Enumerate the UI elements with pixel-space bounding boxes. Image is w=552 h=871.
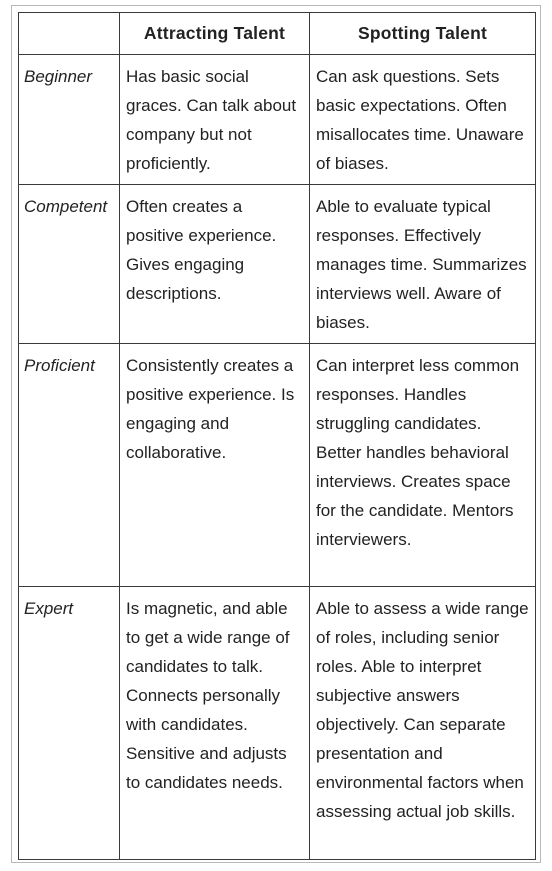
header-spotting-talent: Spotting Talent (310, 13, 536, 55)
spotting-cell: Able to evaluate typical responses. Effectively manages time. Summarizes interviews well. Aware of biases. (310, 185, 536, 344)
table-row (19, 55, 536, 185)
attracting-cell: Consistently creates a positive experience. Is engaging and collaborative. (120, 344, 310, 587)
spotting-cell: Can ask questions. Sets basic expectations. Often misallocates time. Unaware of biases. (310, 55, 536, 185)
header-row (19, 13, 536, 55)
header-corner-cell (19, 13, 120, 55)
level-label: Competent (19, 185, 120, 344)
level-label: Expert (19, 587, 120, 860)
table-row (19, 344, 536, 587)
attracting-cell: Has basic social graces. Can talk about company but not proficiently. (120, 55, 310, 185)
level-label: Proficient (19, 344, 120, 587)
skills-matrix-table (18, 12, 536, 860)
spotting-cell: Can interpret less common responses. Handles struggling candidates. Better handles behavioral interviews. Creates space for the candidate. Mentors interviewers. (310, 344, 536, 587)
attracting-cell: Is magnetic, and able to get a wide range of candidates to talk. Connects personally with candidates. Sensitive and adjusts to candidates needs. (120, 587, 310, 860)
header-attracting-talent: Attracting Talent (120, 13, 310, 55)
table-row (19, 587, 536, 860)
table-row (19, 185, 536, 344)
level-label: Beginner (19, 55, 120, 185)
spotting-cell: Able to assess a wide range of roles, including senior roles. Able to interpret subjective answers objectively. Can separate presentation and environmental factors when assessing actual job skills. (310, 587, 536, 860)
table-frame (11, 5, 541, 863)
attracting-cell: Often creates a positive experience. Gives engaging descriptions. (120, 185, 310, 344)
